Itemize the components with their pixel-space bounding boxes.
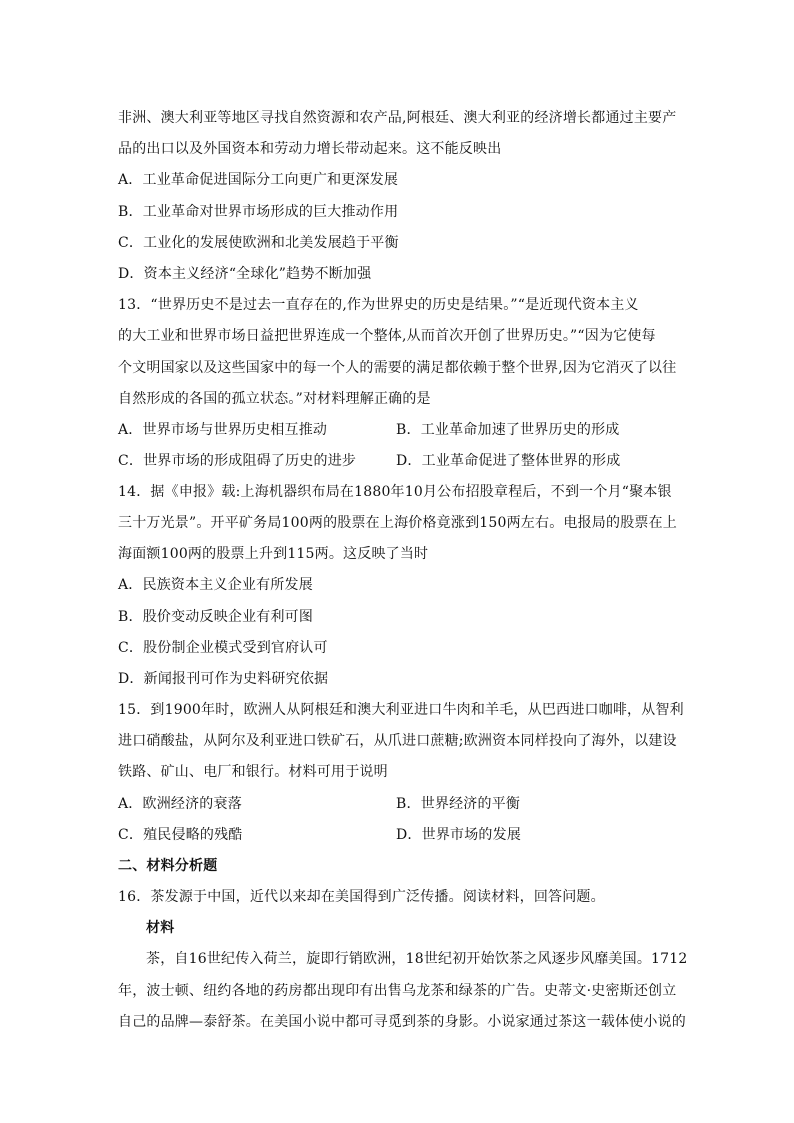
q15-option-b: B．世界经济的平衡 <box>396 796 521 812</box>
q14-option-a: A．民族资本主义企业有所发展 <box>118 577 313 593</box>
q13-stem-line: 的大工业和世界市场日益把世界连成一个整体,从而首次开创了世界历史。”“因为它使每 <box>118 328 656 344</box>
q14-option-c: C．股份制企业模式受到官府认可 <box>118 640 328 656</box>
section-heading: 二、材料分析题 <box>118 858 218 874</box>
q12-option-d: D．资本主义经济“全球化”趋势不断加强 <box>118 266 372 282</box>
q13-option-c: C．世界市场的形成阻碍了历史的进步 <box>118 453 357 469</box>
q13-stem-line: 13．“世界历史不是过去一直存在的,作为世界史的历史是结果。”“是近现代资本主义 <box>118 297 639 313</box>
q15-stem-line: 进口硝酸盐，从阿尔及利亚进口铁矿石，从爪进口蔗糖;欧洲资本同样投向了海外，以建设 <box>118 733 677 749</box>
q15-option-a: A．欧洲经济的衰落 <box>118 796 242 812</box>
q14-stem-line: 海面额100两的股票上升到115两。这反映了当时 <box>118 546 429 562</box>
q12-option-a: A．工业革命促进国际分工向更广和更深发展 <box>118 172 399 188</box>
q13-option-d: D．工业革命促进了整体世界的形成 <box>396 453 621 469</box>
material-line: 年，波士顿、纽约各地的药房都出现印有出售乌龙茶和绿茶的广告。史蒂文·史密斯还创立 <box>118 983 677 999</box>
material-line: 自己的品牌—泰舒茶。在美国小说中都可寻觅到茶的身影。小说家通过茶这一载体使小说的 <box>118 1014 686 1030</box>
q12-stem-line: 品的出口以及外国资本和劳动力增长带动起来。这不能反映出 <box>118 141 502 157</box>
material-label: 材料 <box>146 920 175 936</box>
q15-option-d: D．世界市场的发展 <box>396 827 522 843</box>
q14-stem-line: 三十万光景”。开平矿务局100两的股票在上海价格竟涨到150两左右。电报局的股票在上 <box>118 515 677 531</box>
material-line: 茶，自16世纪传入荷兰，旋即行销欧洲，18世纪初开始饮茶之风逐步风靡美国。1712 <box>146 951 688 967</box>
q16-stem: 16．茶发源于中国，近代以来却在美国得到广泛传播。阅读材料，回答问题。 <box>118 889 605 905</box>
q14-stem-line: 14．据《申报》载:上海机器织布局在1880年10月公布招股章程后，不到一个月“聚本银 <box>118 484 672 500</box>
q15-stem-line: 15．到1900年时，欧洲人从阿根廷和澳大利亚进口牛肉和羊毛，从巴西进口咖啡，从智利 <box>118 702 684 718</box>
q13-option-b: B．工业革命加速了世界历史的形成 <box>396 422 620 438</box>
q13-stem-line: 个文明国家以及这些国家中的每一个人的需要的满足都依赖于整个世界,因为它消灭了以往 <box>118 360 677 376</box>
q12-stem-line: 非洲、澳大利亚等地区寻找自然资源和农产品,阿根廷、澳大利亚的经济增长都通过主要产 <box>118 110 677 126</box>
q12-option-b: B．工业革命对世界市场形成的巨大推动作用 <box>118 204 399 220</box>
q14-option-b: B．股价变动反映企业有利可图 <box>118 609 314 625</box>
q15-option-c: C．殖民侵略的残酷 <box>118 827 243 843</box>
q13-option-a: A．世界市场与世界历史相互推动 <box>118 422 328 438</box>
q12-option-c: C．工业化的发展使欧洲和北美发展趋于平衡 <box>118 235 399 251</box>
q13-stem-line: 自然形成的各国的孤立状态。”对材料理解正确的是 <box>118 391 431 407</box>
q15-stem-line: 铁路、矿山、电厂和银行。材料可用于说明 <box>118 764 388 780</box>
q14-option-d: D．新闻报刊可作为史料研究依据 <box>118 671 329 687</box>
